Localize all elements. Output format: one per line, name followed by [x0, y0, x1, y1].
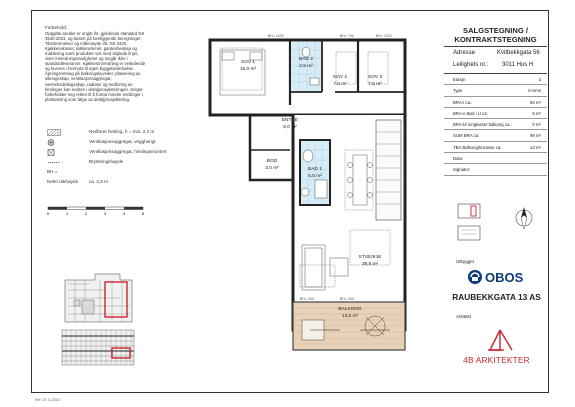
fan-icon — [47, 139, 61, 146]
ceiling-unit-icon — [47, 149, 61, 156]
fact-value: 4-roms — [527, 88, 541, 94]
architect-name: 4B ARKITEKTER — [463, 355, 530, 365]
floor-plan — [190, 30, 430, 360]
room-name: BAD 1 — [308, 167, 322, 172]
legend-bh-row — [45, 168, 185, 178]
fact-row — [444, 74, 547, 85]
architect-logo — [460, 322, 542, 377]
scale-bar — [45, 205, 150, 219]
bh-mark: BH= 400 — [340, 297, 354, 301]
bh-key: BH = — [47, 169, 58, 174]
notes-line: og leveres i henhold til egen byggebeskrivelse. — [45, 66, 135, 72]
title-block — [444, 24, 547, 176]
address-block — [444, 47, 547, 74]
unit-label: Leilighets nr.: — [453, 62, 489, 68]
scale-tick-4: 4 — [122, 211, 126, 216]
netto-label: Netto takhøyde — [47, 179, 79, 184]
developer-name: OBOS — [485, 270, 524, 285]
fact-label: BRA-i ca.: — [453, 99, 473, 105]
notes-line: Oppgitte arealer er angitt iht. gjeldende standard NS — [45, 30, 145, 36]
address-label: Adresse — [453, 50, 476, 56]
room-area: 39,5 m² — [361, 262, 379, 267]
legend — [45, 128, 185, 188]
fact-row — [444, 97, 547, 108]
notes-line: Kjøkkenskisser, tøkkerømmet, gardenbeskap og — [45, 45, 137, 51]
room-name: SOV 2 — [332, 75, 348, 80]
address-value: Kvitbekkgata 56 — [497, 50, 540, 56]
bh-mark: BH= 400 — [300, 297, 314, 301]
fact-label: SUM BRA ca: — [453, 133, 480, 139]
fact-row — [444, 164, 547, 175]
legend-netto-row — [45, 178, 185, 188]
bh-mark: BH= 1100 — [268, 34, 284, 38]
drawing-title — [444, 24, 547, 47]
fact-value: 99 m² — [530, 133, 541, 139]
room-area: 3,0 m² — [265, 166, 279, 171]
architect-label: Arkitekt — [456, 314, 472, 319]
fact-label: Signatur: — [453, 167, 471, 173]
hatch-icon — [47, 129, 61, 136]
legend-row — [45, 158, 185, 168]
room-name: BAD 2 — [299, 57, 313, 62]
room-area: 7,5 m² — [333, 82, 347, 87]
fact-label: Etasje: — [453, 77, 467, 82]
notes-line: varmefordelingsskap, radiator og nedforing av — [45, 81, 133, 87]
unit-value: 3011 Hus H — [502, 62, 534, 68]
project-name: RAUBEKKGATA 13 AS — [452, 292, 541, 302]
notes-line: Tilstrammelser og målenøyde iht. NS 3420. — [45, 40, 128, 46]
room-name: SOV 1 — [240, 60, 256, 65]
room-area: 13,5 m² — [341, 314, 359, 319]
scale-tick-1: 1 — [65, 211, 69, 216]
title-line-1: SALGSTEGNING / — [463, 26, 528, 35]
fact-row — [444, 108, 547, 119]
fact-label: BRA-b/ innglasset balkong ca.: — [453, 122, 512, 128]
notes-line: viser innredningsmuligheter og inngår ikke i — [45, 56, 128, 62]
notes-line: planløsning som følge av detaljprosjektering. — [45, 96, 131, 102]
legend-label: Ventilasjonsaggregat, himlingsmontert — [89, 149, 167, 154]
notes-lines — [45, 31, 185, 102]
room-area: 15,0 m² — [239, 67, 257, 72]
legend-label: Brystningshøyde — [89, 159, 124, 164]
fact-row — [444, 142, 547, 153]
fact-value: 94 m² — [530, 99, 541, 105]
fact-row — [444, 85, 547, 96]
fact-value: 5 m² — [532, 110, 541, 116]
scale-tick-2: 2 — [84, 211, 88, 216]
fact-row — [444, 153, 547, 164]
netto-value: ca. 2,5 m — [89, 179, 108, 184]
bh-mark: BH= 700 — [340, 34, 354, 38]
fact-value: 3 — [538, 77, 541, 82]
legend-row — [45, 148, 185, 158]
room-area: 2,5 m² — [299, 64, 313, 69]
drawing-ref: Ref. 15.11.2024 — [35, 398, 60, 402]
legend-label: Ventilasjonsaggregat, vegghengt — [89, 139, 156, 144]
disclaimer-notes — [45, 25, 185, 102]
notes-line: himlinger kan endres i detaljprosjekteringen. Selger — [45, 86, 143, 92]
room-name: BALKONG — [338, 307, 362, 312]
scale-tick-5: 5 — [141, 211, 145, 216]
notes-line: sikringsskap, ventilasjonsaggregat, — [45, 76, 112, 82]
room-name: STUE/KJK — [358, 255, 382, 260]
fact-label: Type — [453, 88, 463, 94]
notes-line: 3940:2023, og basert på foreliggende beregninger. — [45, 35, 142, 41]
room-area: 8,0 m² — [283, 125, 297, 130]
title-line-2: KONTRAKTSTEGNING — [454, 35, 537, 44]
fact-row — [444, 119, 547, 130]
key-plan-diagram — [60, 270, 140, 375]
room-area: 5,5 m² — [308, 174, 322, 179]
compass-icon — [452, 200, 547, 250]
room-name: SOV 3 — [367, 75, 383, 80]
obos-logo — [466, 268, 536, 286]
fact-label: Dato: — [453, 156, 464, 162]
facts-table — [444, 74, 547, 176]
room-name: BOD — [266, 159, 278, 164]
legend-row — [45, 138, 185, 148]
notes-line: Åpningsretning på balkongskyveder, plassering av — [45, 71, 141, 77]
fact-label: BRA-e Bod i U ca: — [453, 110, 488, 116]
notes-line: forbeholder seg retten til å foreta mindre endringer i — [45, 91, 143, 97]
room-name: ENTRE — [281, 118, 299, 123]
bh-mark: BH= 1100 — [376, 34, 392, 38]
sill-line-icon — [47, 159, 61, 166]
notes-line: standardleveranse. Kjøkkeninnredning er veiledende — [45, 61, 146, 67]
legend-label: Nedforet himling, h = min. 2,2 m — [89, 129, 155, 134]
fact-label: TBA Balkong/terrasse ca: — [453, 144, 502, 150]
legend-row — [45, 128, 185, 138]
fact-value: 13 m² — [530, 144, 541, 150]
scale-tick-0: 0 — [46, 211, 50, 216]
fact-value: 0 m² — [532, 122, 541, 128]
notes-line: møblering samt produkter vist med stiplede linjer, — [45, 50, 139, 56]
developer-label: Utbygger — [456, 259, 475, 264]
notes-heading: Forbehold: — [45, 25, 67, 30]
room-area: 7,5 m² — [368, 82, 382, 87]
fact-row — [444, 130, 547, 141]
scale-tick-3: 3 — [103, 211, 107, 216]
